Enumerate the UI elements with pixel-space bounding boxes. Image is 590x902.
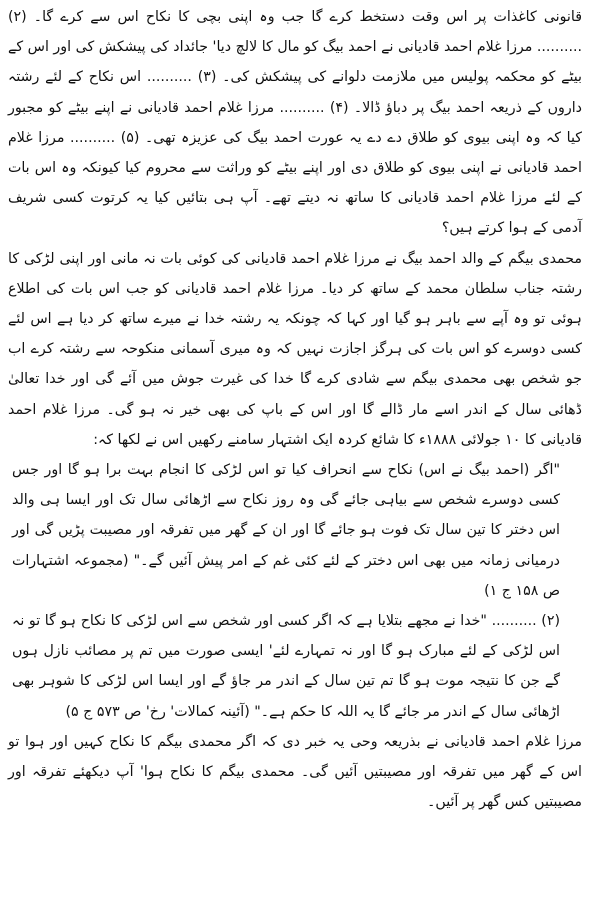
paragraph-offers-and-pressure: قانونی کاغذات پر اس وقت دستخط کرے گا جب وہ اپنی بچی کا نکاح اس سے کرے گا۔ (۲) .......... مرزا غلام احمد قادیانی نے احمد بیگ کو مال کا لالچ دیا' جائداد کی پیشکش کی اور اس کے بیٹے کو محکمہ پولیس میں ملازمت دلوانے کی پیشکش کی۔ (۳) .......... اس نکاح کے لئے رشتہ داروں کے ذریعہ احمد بیگ پر دباؤ ڈالا۔ (۴) .......... مرزا غلام احمد قادیانی نے اپنے بیٹے کو مجبور کیا کہ وہ اپنی بیوی کو طلاق دے دے یہ عورت احمد بیگ کی عزیزہ تھی۔ (۵) .......... مرزا غلام احمد قادیانی نے اپنی بیوی کو طلاق دی اور اپنے بیٹے کو وراثت سے محروم کیا کیونکہ وہ اس بات کے لئے مرزا غلام احمد قادیانی کا ساتھ نہ دیتے تھے۔ آپ ہی بتائیں کیا یہ کرتوت کسی شریف آدمی کے ہوا کرتے ہیں؟ (8, 9, 582, 237)
quote-revelation: (۲) .......... "خدا نے مجھے بتلایا ہے کہ اگر کسی اور شخص سے اس لڑکی کا نکاح ہو گا تو نہ اس لڑکی کے لئے مبارک ہو گا اور نہ تمہارے لئے' ایسی صورت میں تم پر مصائب نازل ہوں گے جن کا نتیجہ موت ہو گا تم تین سال کے اندر مر جاؤ گے اور ایسا اس لڑکی کا شوہر بھی اڑھائی سال کے اندر مر جائے گا یہ اللہ کا حکم ہے۔" (آئینہ کمالات' رخ' ص ۵۷۳ ج ۵) (12, 613, 560, 720)
paragraph-conclusion: مرزا غلام احمد قادیانی نے بذریعہ وحی یہ خبر دی کہ اگر محمدی بیگم کا نکاح کہیں اور ہوا تو اس کے گھر میں تفرقہ اور مصیبتیں آئیں گی۔ محمدی بیگم کا نکاح ہوا' آپ دیکھئے تفرقہ اور مصیبتیں کس گھر پر آئیں۔ (8, 733, 582, 811)
paragraph-marriage-and-announcement: محمدی بیگم کے والد احمد بیگ نے مرزا غلام احمد قادیانی کی کوئی بات نہ مانی اور اپنی لڑکی کا رشتہ جناب سلطان محمد کے ساتھ کر دیا۔ مرزا غلام احمد قادیانی کو جب اس بات کی اطلاع ہوئی تو وہ آپے سے باہر ہو گیا اور کہا کہ چونکہ یہ رشتہ خدا نے میرے ساتھ کر دیا ہے اس لئے کسی دوسرے کو اس بات کی ہرگز اجازت نہیں کہ وہ میری آسمانی منکوحہ سے رشتہ کرے اب جو شخص بھی محمدی بیگم سے شادی کرے گا خدا کی غیرت جوش میں آئے گی اور خدا تعالیٰ ڈھائی سال کے اندر اسے مار ڈالے گا اور اس کے باپ کی بھی خیر نہ ہو گی۔ مرزا غلام احمد قادیانی کا ۱۰ جولائی ۱۸۸۸ء کا شائع کردہ ایک اشتہار سامنے رکھیں اس نے لکھا کہ: (8, 250, 582, 448)
quote-announcement: "اگر (احمد بیگ نے اس) نکاح سے انحراف کیا تو اس لڑکی کا انجام بہت برا ہو گا اور جس کسی دوسرے شخص سے بیاہی جائے گی وہ روز نکاح سے اڑھائی سال تک اور ایسا ہی والد اس دختر کا تین سال تک فوت ہو جائے گا اور ان کے گھر میں تفرقہ اور مصیبت پڑیں گی اور درمیانی زمانہ میں بھی اس دختر کے لئے کئی غم کے امر پیش آئیں گے۔" (مجموعہ اشتہارات ص ۱۵۸ ج ۱) (12, 462, 560, 599)
